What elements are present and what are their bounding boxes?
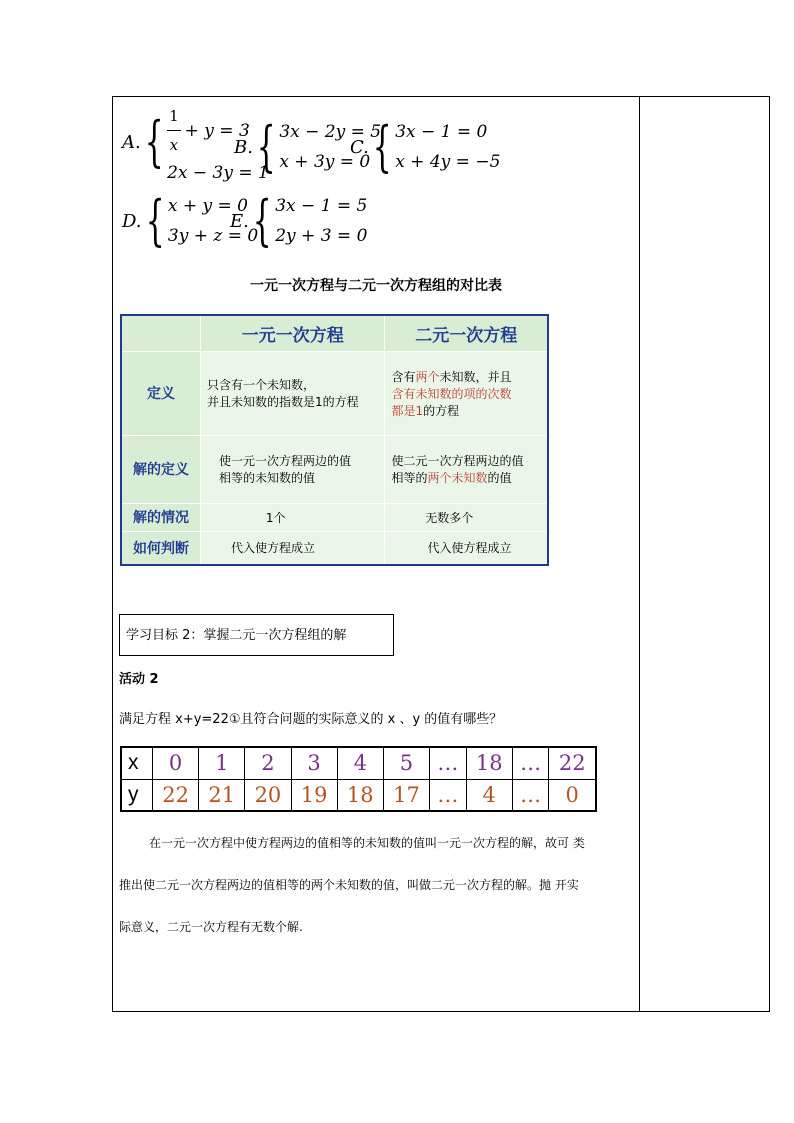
- cell-soldef-2: 使二元一次方程两边的值 相等的两个未知数的值: [385, 435, 548, 503]
- option-a-eq2: 2x − 3y = 1: [167, 163, 269, 183]
- y-cell: 19: [291, 779, 337, 811]
- option-d-eq1: x + y = 0: [167, 196, 248, 216]
- brace: {: [256, 114, 276, 178]
- cell-judge-2: 代入使方程成立: [385, 531, 548, 565]
- column-divider: [639, 96, 640, 1012]
- y-cell: …: [430, 779, 467, 811]
- y-cell: 0: [549, 779, 596, 811]
- table-row: [121, 435, 548, 503]
- option-a-eq1: 1 x + y = 3: [167, 102, 269, 159]
- header-linear-one: 一元一次方程: [201, 315, 385, 351]
- x-cell: …: [512, 747, 549, 779]
- question-text: 满足方程 x+y=22①且符合问题的实际意义的 x 、y 的值有哪些？: [119, 712, 503, 727]
- paragraph-line-1: 在一元一次方程中使方程两边的值相等的未知数的值叫一元一次方程的解，故可 类: [149, 836, 585, 850]
- paragraph-line-2: 推出使二元一次方程两边的值相等的两个未知数的值，叫做二元一次方程的解。抛 开实: [119, 878, 579, 892]
- x-cell: 4: [337, 747, 383, 779]
- x-label: x: [121, 747, 153, 779]
- y-cell: 22: [153, 779, 199, 811]
- brace: {: [145, 188, 165, 252]
- y-cell: 21: [199, 779, 245, 811]
- xy-table: [120, 746, 597, 812]
- option-b-label: B.: [234, 136, 253, 158]
- option-a-label: A.: [122, 131, 141, 153]
- y-label: y: [121, 779, 153, 811]
- cell-case-2: 无数多个: [385, 503, 548, 531]
- option-d-label: D.: [122, 210, 142, 232]
- row-head-definition: 定义: [121, 351, 201, 435]
- cell-def-1: 只含有一个未知数， 并且未知数的指数是1的方程: [201, 351, 385, 435]
- y-cell: 17: [383, 779, 429, 811]
- y-row: [121, 779, 596, 811]
- option-b-eq2: x + 3y = 0: [279, 152, 371, 172]
- comparison-title: 一元一次方程与二元一次方程组的对比表: [250, 278, 502, 294]
- brace: {: [372, 114, 392, 178]
- option-b-eq1: 3x − 2y = 5: [279, 122, 382, 142]
- row-head-solution-def: 解的定义: [121, 435, 201, 503]
- y-cell: 18: [337, 779, 383, 811]
- y-cell: …: [512, 779, 549, 811]
- option-d-eq2: 3y + z = 0: [167, 226, 259, 246]
- table-row: [121, 503, 548, 531]
- brace: {: [144, 109, 164, 173]
- header-linear-two: 二元一次方程: [385, 315, 548, 351]
- y-cell: 4: [466, 779, 512, 811]
- x-cell: 22: [549, 747, 596, 779]
- x-cell: 5: [383, 747, 429, 779]
- x-cell: 18: [466, 747, 512, 779]
- brace: {: [252, 188, 272, 252]
- x-cell: 2: [245, 747, 291, 779]
- option-e-eq2: 2y + 3 = 0: [275, 226, 368, 246]
- x-cell: …: [430, 747, 467, 779]
- cell-def-2: 含有两个未知数，并且 含有未知数的项的次数 都是1的方程: [385, 351, 548, 435]
- option-c-eq2: x + 4y = −5: [395, 152, 501, 172]
- cell-soldef-1: 使一元一次方程两边的值 相等的未知数的值: [201, 435, 385, 503]
- option-e-label: E.: [230, 210, 249, 232]
- option-e: [230, 188, 368, 252]
- row-head-solution-case: 解的情况: [121, 503, 201, 531]
- x-row: [121, 747, 596, 779]
- option-e-eq1: 3x − 1 = 5: [275, 196, 368, 216]
- table-row: [121, 531, 548, 565]
- table-corner: [121, 315, 201, 351]
- comparison-table: [120, 314, 549, 566]
- option-c-eq1: 3x − 1 = 0: [395, 122, 488, 142]
- x-cell: 0: [153, 747, 199, 779]
- option-c-label: C.: [350, 136, 369, 158]
- table-row: [121, 351, 548, 435]
- learning-goal-box: 学习目标 2：掌握二元一次方程组的解: [119, 614, 394, 656]
- activity-heading: 活动 2: [119, 672, 159, 687]
- x-cell: 1: [199, 747, 245, 779]
- row-head-judge: 如何判断: [121, 531, 201, 565]
- x-cell: 3: [291, 747, 337, 779]
- y-cell: 20: [245, 779, 291, 811]
- paragraph-line-3: 际意义，二元一次方程有无数个解.: [119, 920, 303, 934]
- cell-judge-1: 代入使方程成立: [201, 531, 385, 565]
- option-c: [350, 114, 501, 178]
- cell-case-1: 1个: [201, 503, 385, 531]
